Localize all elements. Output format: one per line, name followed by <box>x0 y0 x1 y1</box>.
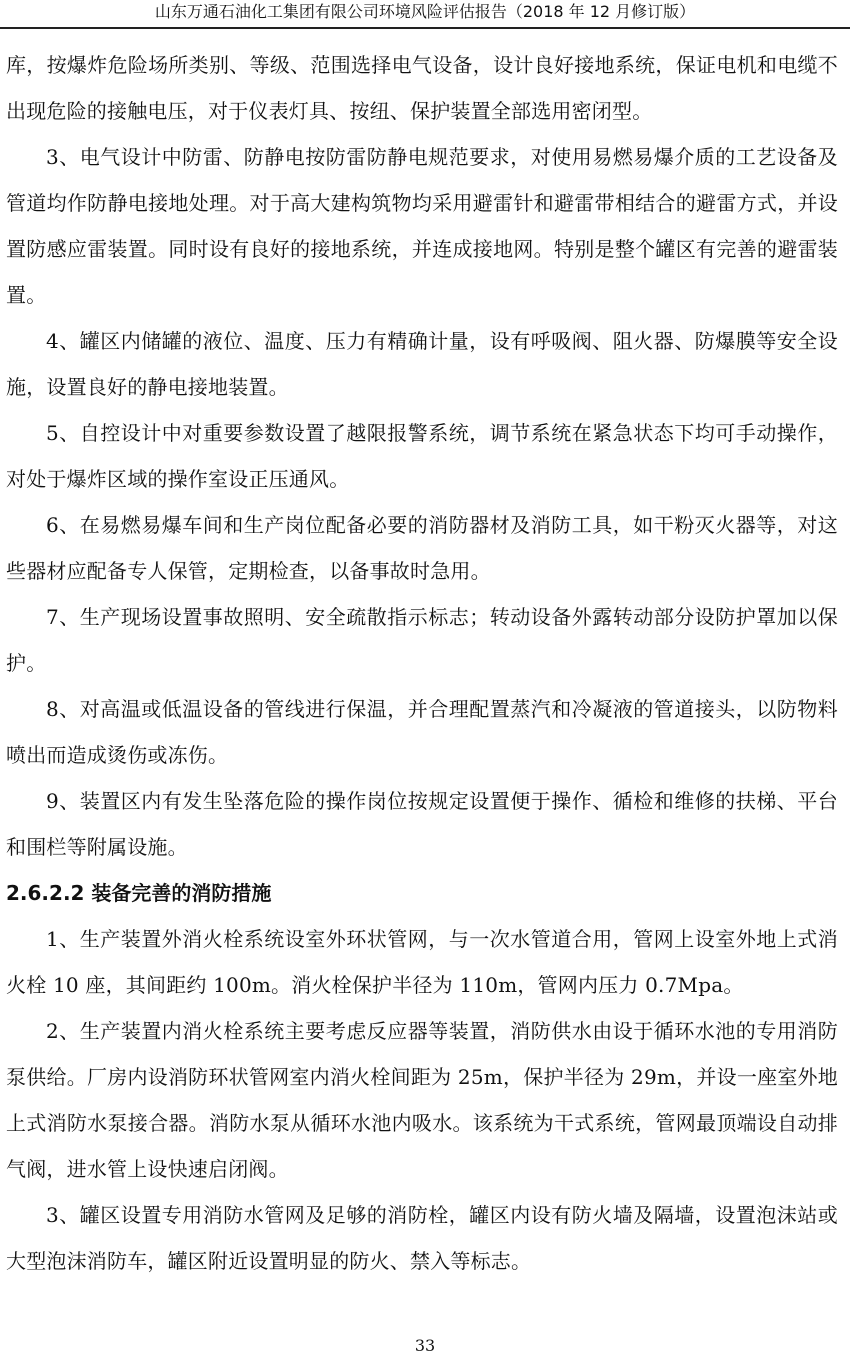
page-number: 33 <box>414 1336 436 1355</box>
paragraph: 3、电气设计中防雷、防静电按防雷防静电规范要求，对使用易燃易爆介质的工艺设备及管道均作防静电接地处理。对于高大建构筑物均采用避雷针和避雷带相结合的避雷方式，并设置防感应雷装置。同时设有良好的接地系统，并连成接地网。特别是整个罐区有完善的避雷装置。 <box>6 145 838 307</box>
document-body <box>6 42 838 1284</box>
paragraph: 4、罐区内储罐的液位、温度、压力有精确计量，设有呼吸阀、阻火器、防爆膜等安全设施，设置良好的静电接地装置。 <box>6 329 838 399</box>
paragraph: 9、装置区内有发生坠落危险的操作岗位按规定设置便于操作、循检和维修的扶梯、平台和围栏等附属设施。 <box>6 789 838 859</box>
page-header <box>0 0 850 26</box>
paragraph: 1、生产装置外消火栓系统设室外环状管网，与一次水管道合用，管网上设室外地上式消火栓 10 座，其间距约 100m。消火栓保护半径为 110m，管网内压力 0.7Mpa。 <box>6 927 838 997</box>
paragraph: 5、自控设计中对重要参数设置了越限报警系统，调节系统在紧急状态下均可手动操作，对处于爆炸区域的操作室设正压通风。 <box>6 421 838 491</box>
section-heading: 2.6.2.2 装备完善的消防措施 <box>6 881 272 905</box>
header-divider <box>0 27 850 29</box>
paragraph: 3、罐区设置专用消防水管网及足够的消防栓，罐区内设有防火墙及隔墙，设置泡沫站或大型泡沫消防车，罐区附近设置明显的防火、禁入等标志。 <box>6 1203 838 1273</box>
paragraph: 6、在易燃易爆车间和生产岗位配备必要的消防器材及消防工具，如干粉灭火器等，对这些器材应配备专人保管，定期检查，以备事故时急用。 <box>6 513 838 583</box>
paragraph: 库，按爆炸危险场所类别、等级、范围选择电气设备，设计良好接地系统，保证电机和电缆不出现危险的接触电压，对于仪表灯具、按纽、保护装置全部选用密闭型。 <box>6 53 838 123</box>
paragraph: 8、对高温或低温设备的管线进行保温，并合理配置蒸汽和冷凝液的管道接头，以防物料喷出而造成烫伤或冻伤。 <box>6 697 838 767</box>
report-title: 山东万通石油化工集团有限公司环境风险评估报告（2018 年 12 月修订版） <box>154 2 696 21</box>
paragraph: 7、生产现场设置事故照明、安全疏散指示标志；转动设备外露转动部分设防护罩加以保护。 <box>6 605 838 675</box>
paragraph: 2、生产装置内消火栓系统主要考虑反应器等装置，消防供水由设于循环水池的专用消防泵供给。厂房内设消防环状管网室内消火栓间距为 25m，保护半径为 29m，并设一座室外地上式消防水泵接合器。消防水泵从循环水池内吸水。该系统为干式系统，管网最顶端设自动排气阀，进水管上设快速启闭阀。 <box>6 1019 838 1181</box>
